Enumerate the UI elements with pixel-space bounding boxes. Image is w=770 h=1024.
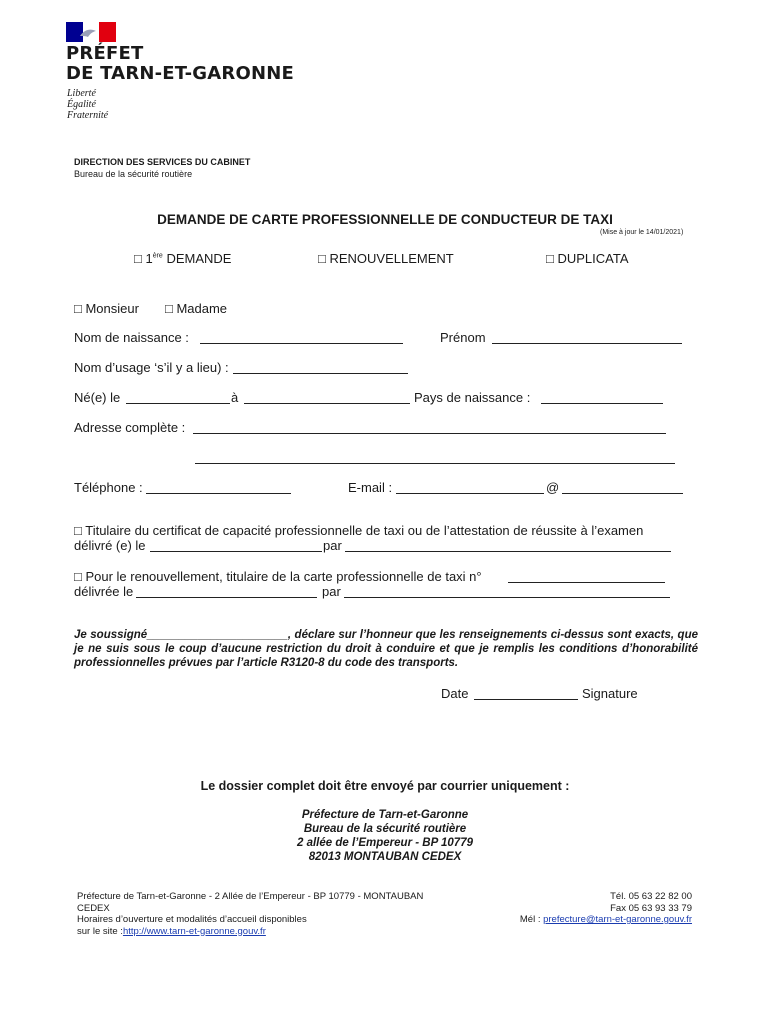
- born-at-label: à: [231, 390, 239, 405]
- birth-country-label: Pays de naissance :: [414, 390, 531, 405]
- address-field-2[interactable]: [195, 451, 675, 464]
- footer-fax: Fax 05 63 93 33 79: [610, 902, 692, 914]
- email-link[interactable]: prefecture@tarn-et-garonne.gouv.fr: [543, 914, 692, 925]
- certificate-checkbox[interactable]: □ Titulaire du certificat de capacité professionnelle de taxi ou de l’attestation de réussite à l’examen: [74, 523, 644, 538]
- birth-country-field[interactable]: [541, 391, 663, 404]
- phone-field[interactable]: [146, 481, 291, 494]
- republic-motto: [67, 88, 108, 121]
- renewal-issued-label: délivrée le: [74, 584, 134, 599]
- first-request-checkbox[interactable]: [134, 251, 231, 266]
- renewal-issuer-field[interactable]: [344, 585, 670, 598]
- direction-label: DIRECTION DES SERVICES DU CABINET: [74, 157, 251, 167]
- prefet-line-2: DE TARN-ET-GARONNE: [66, 63, 295, 84]
- address-line-4: 82013 MONTAUBAN CEDEX: [308, 851, 462, 863]
- birth-place-field[interactable]: [244, 391, 410, 404]
- duplicate-checkbox[interactable]: □ DUPLICATA: [546, 251, 629, 266]
- monsieur-checkbox[interactable]: □ Monsieur: [74, 301, 139, 316]
- renewal-par-label: par: [322, 584, 341, 599]
- certificate-date-field[interactable]: [150, 539, 322, 552]
- birth-date-field[interactable]: [126, 391, 230, 404]
- email-domain-field[interactable]: [562, 481, 683, 494]
- email-user-field[interactable]: [396, 481, 544, 494]
- date-field[interactable]: [474, 687, 578, 700]
- form-title: DEMANDE DE CARTE PROFESSIONNELLE DE CONDUCTEUR DE TAXI: [157, 212, 613, 227]
- address-field-1[interactable]: [193, 421, 666, 434]
- address-line-2: Bureau de la sécurité routière: [303, 823, 467, 835]
- footer-address-1: Préfecture de Tarn-et-Garonne - 2 Allée de l’Empereur - BP 10779 - MONTAUBAN: [77, 891, 424, 902]
- born-on-label: Né(e) le: [74, 390, 121, 405]
- bureau-label: Bureau de la sécurité routière: [74, 169, 193, 179]
- email-at-sign: @: [546, 480, 560, 495]
- footer-tel: Tél. 05 63 22 82 00: [610, 891, 692, 902]
- renewal-date-field[interactable]: [136, 585, 317, 598]
- honor-declaration: Je soussigné______________________, déclare sur l’honneur que les renseignements ci-dessus sont exacts, que je ne suis sous le coup d’aucune restriction du droit à conduire et que je remplis les conditions d’honorabilité professionnelles prévues par l’article R3120-8 du code des transports.: [74, 629, 698, 669]
- first-request-box: □ 1: [134, 251, 153, 266]
- motto-egalite: Égalité: [67, 99, 96, 110]
- footer-hours: Horaires d’ouverture et modalités d’accueil disponibles: [77, 914, 307, 925]
- certificate-issuer-field[interactable]: [345, 539, 671, 552]
- postal-address: [0, 808, 770, 864]
- email-label: E-mail :: [348, 480, 393, 495]
- first-request-sup: ère: [152, 252, 163, 260]
- motto-liberte: Liberté: [67, 88, 96, 99]
- footer-address-2: CEDEX: [77, 902, 110, 914]
- date-label: Date: [441, 686, 469, 701]
- footer-site: [77, 926, 423, 938]
- footer-mel-prefix: Mél :: [519, 914, 544, 925]
- website-link[interactable]: http://www.tarn-et-garonne.gouv.fr: [122, 925, 266, 937]
- first-request-label: DEMANDE: [162, 251, 232, 266]
- usage-name-label: Nom d’usage ‘s’il y a lieu) :: [74, 360, 229, 375]
- address-line-3: 2 allée de l’Empereur - BP 10779: [297, 837, 473, 849]
- birth-name-label: Nom de naissance :: [74, 330, 189, 345]
- address-label: Adresse complète :: [74, 420, 186, 435]
- motto-fraternite: Fraternité: [67, 110, 109, 121]
- renewal-checkbox[interactable]: □ RENOUVELLEMENT: [318, 251, 454, 266]
- footer-site-prefix: sur le site :: [77, 925, 123, 937]
- signature-label: Signature: [582, 686, 638, 701]
- phone-label: Téléphone :: [74, 480, 143, 495]
- footer-right: [470, 891, 692, 926]
- update-note: (Mise à jour le 14/01/2021): [600, 229, 684, 236]
- madame-checkbox[interactable]: □ Madame: [165, 301, 228, 316]
- prefet-line-1: PRÉFET: [66, 43, 144, 64]
- footer-left: [77, 891, 423, 937]
- first-name-field[interactable]: [492, 331, 682, 344]
- birth-name-field[interactable]: [200, 331, 403, 344]
- first-name-label: Prénom: [440, 330, 486, 345]
- address-line-1: Préfecture de Tarn-et-Garonne: [301, 809, 469, 821]
- marianne-flag-logo: [66, 22, 116, 42]
- footer-mel: [470, 914, 692, 926]
- usage-name-field[interactable]: [233, 361, 408, 374]
- card-number-field[interactable]: [508, 570, 665, 583]
- certificate-issued-label: délivré (e) le: [74, 538, 146, 553]
- certificate-par-label: par: [323, 538, 342, 553]
- prefet-title: [66, 44, 294, 84]
- renewal-card-checkbox[interactable]: □ Pour le renouvellement, titulaire de la carte professionnelle de taxi n°: [74, 569, 482, 584]
- sending-notice: Le dossier complet doit être envoyé par courrier uniquement :: [200, 779, 570, 793]
